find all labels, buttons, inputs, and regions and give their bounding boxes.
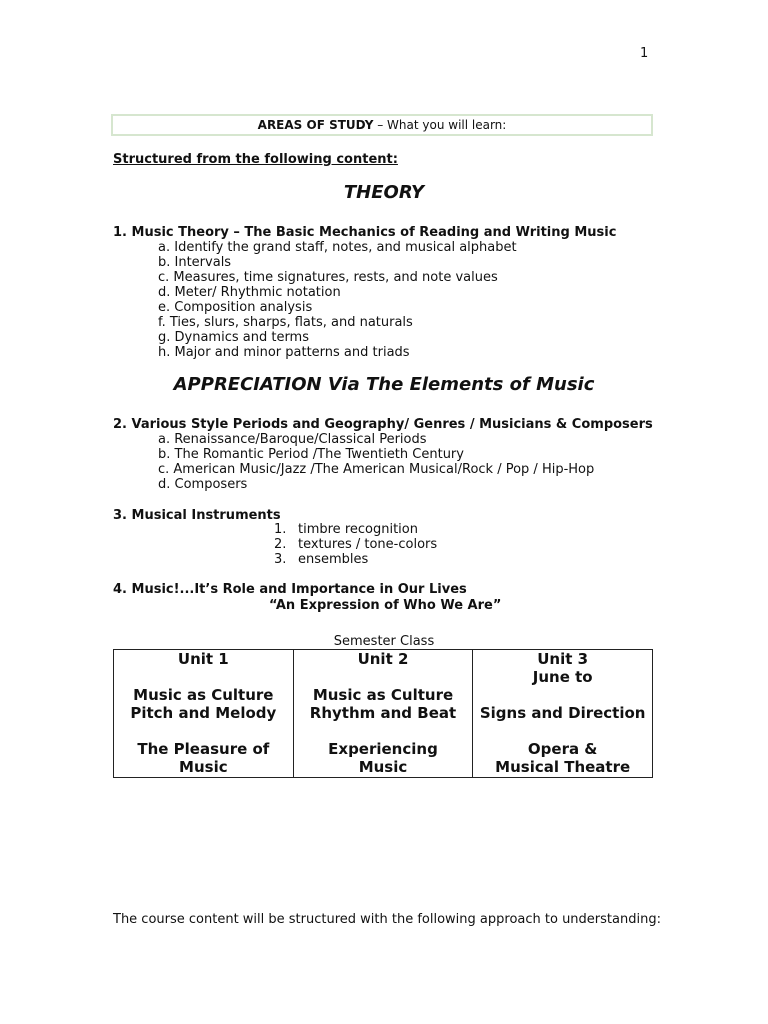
list-number: 1. [274, 522, 287, 537]
cell-line: Unit 3 [537, 650, 589, 668]
areas-of-study-box [111, 114, 653, 136]
list-item: g. Dynamics and terms [158, 330, 309, 345]
areas-of-study-label: AREAS OF STUDY [257, 118, 374, 132]
cell-line: June to [532, 668, 593, 686]
list-item [274, 552, 437, 567]
cell-line: Experiencing [328, 740, 438, 758]
theory-title: THEORY [343, 182, 425, 203]
appreciation-title: APPRECIATION Via The Elements of Music [173, 374, 595, 395]
list-number: 2. [274, 537, 287, 552]
cell-line: Musical Theatre [495, 758, 631, 776]
list-text: textures / tone-colors [298, 537, 438, 552]
list-text: timbre recognition [298, 522, 418, 537]
list-item: e. Composition analysis [158, 300, 313, 315]
list-item: h. Major and minor patterns and triads [158, 345, 410, 360]
list-number: 3. [274, 552, 287, 567]
areas-of-study-subtitle: – What you will learn: [373, 118, 507, 132]
footer-text: The course content will be structured with the following approach to understanding: [113, 912, 661, 927]
cell-line: Opera & [527, 740, 598, 758]
list-item: c. American Music/Jazz /The American Musical/Rock / Pop / Hip-Hop [158, 462, 595, 477]
cell-line: The Pleasure of [137, 740, 270, 758]
section-3-list [274, 522, 437, 567]
cell-line [296, 722, 471, 740]
section-1-heading: 1. Music Theory – The Basic Mechanics of Reading and Writing Music [113, 225, 617, 240]
cell-line: Signs and Direction [479, 704, 646, 722]
cell-line: Unit 1 [177, 650, 229, 668]
cell-line [475, 722, 650, 740]
cell-line: Pitch and Melody [130, 704, 277, 722]
section-1-list [158, 240, 517, 360]
cell-line [296, 668, 471, 686]
cell-line [475, 686, 650, 704]
list-item [274, 522, 437, 537]
list-item: d. Meter/ Rhythmic notation [158, 285, 341, 300]
semester-label: Semester Class [333, 634, 435, 649]
list-item: c. Measures, time signatures, rests, and note values [158, 270, 498, 285]
cell-line: Music [358, 758, 408, 776]
section-4-quote: “An Expression of Who We Are” [269, 598, 502, 613]
cell-line: Unit 2 [357, 650, 409, 668]
list-text: ensembles [298, 552, 369, 567]
page-number: 1 [640, 46, 649, 61]
list-item: b. The Romantic Period /The Twentieth Century [158, 447, 464, 462]
list-item: b. Intervals [158, 255, 232, 270]
list-item [274, 537, 437, 552]
section-3-heading: 3. Musical Instruments [113, 508, 281, 523]
structured-heading: Structured from the following content: [113, 152, 398, 167]
cell-line [116, 668, 291, 686]
units-table [113, 649, 653, 778]
cell-line: Music as Culture [312, 686, 454, 704]
list-item: d. Composers [158, 477, 248, 492]
list-item: a. Renaissance/Baroque/Classical Periods [158, 432, 427, 447]
list-item: a. Identify the grand staff, notes, and musical alphabet [158, 240, 517, 255]
unit-3-cell [473, 650, 653, 778]
section-2-list [158, 432, 594, 492]
cell-line [116, 722, 291, 740]
unit-1-cell [114, 650, 294, 778]
list-item: f. Ties, slurs, sharps, flats, and naturals [158, 315, 413, 330]
cell-line: Music [179, 758, 228, 776]
section-2-heading: 2. Various Style Periods and Geography/ Genres / Musicians & Composers [113, 417, 653, 432]
cell-line: Rhythm and Beat [309, 704, 457, 722]
unit-2-cell [293, 650, 473, 778]
table-row [114, 650, 653, 778]
section-4-heading: 4. Music!...It’s Role and Importance in Our Lives [113, 582, 467, 597]
cell-line: Music as Culture [133, 686, 274, 704]
